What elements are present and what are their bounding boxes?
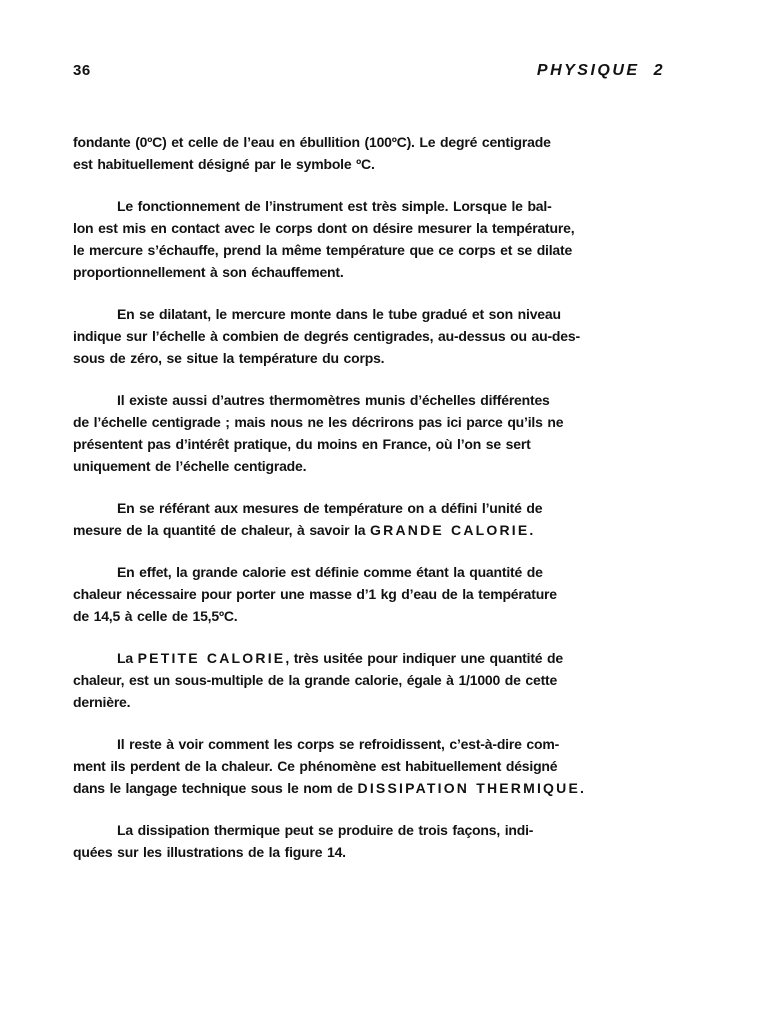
text-line: uniquement de l’échelle centigrade. <box>73 458 307 474</box>
text-line: le mercure s’échauffe, prend la même température que ce corps et se dilate <box>73 242 573 258</box>
text-line: proportionnellement à son échauffement. <box>73 264 344 280</box>
text-line: La dissipation thermique peut se produire de trois façons, indi- <box>117 822 534 838</box>
text-line: chaleur nécessaire pour porter une masse d’1 kg d’eau de la température <box>73 586 557 602</box>
emphasized-term: PETITE CALORIE <box>137 650 286 666</box>
running-title-text: PHYSIQUE <box>536 62 640 79</box>
paragraph <box>73 195 648 283</box>
paragraph <box>73 497 648 541</box>
text-line: En effet, la grande calorie est définie comme étant la quantité de <box>117 564 543 580</box>
running-title <box>537 62 665 80</box>
text-line: La PETITE CALORIE, très usitée pour indiquer une quantité de <box>117 650 563 666</box>
text-line: dernière. <box>73 694 131 710</box>
text-line: de l’échelle centigrade ; mais nous ne les décrirons pas ici parce qu’ils ne <box>73 414 564 430</box>
text-line: indique sur l’échelle à combien de degrés centigrades, au-dessus ou au-des- <box>73 328 580 344</box>
text-line: En se dilatant, le mercure monte dans le tube gradué et son niveau <box>117 306 561 322</box>
page-number: 36 <box>73 62 91 79</box>
page-header <box>73 62 665 80</box>
emphasized-term: GRANDE CALORIE <box>370 522 530 538</box>
text-line: ment ils perdent de la chaleur. Ce phénomène est habituellement désigné <box>73 758 558 774</box>
text-line: Il reste à voir comment les corps se refroidissent, c’est-à-dire com- <box>117 736 560 752</box>
text-line: de 14,5 à celle de 15,5ºC. <box>73 608 238 624</box>
page-body <box>73 131 648 863</box>
paragraph <box>73 819 648 863</box>
paragraph <box>73 733 648 799</box>
text-line: quées sur les illustrations de la figure 14. <box>73 844 346 860</box>
text-line: dans le langage technique sous le nom de DISSIPATION THERMIQUE. <box>73 780 584 796</box>
paragraph <box>73 647 648 713</box>
text-line: lon est mis en contact avec le corps dont on désire mesurer la température, <box>73 220 575 236</box>
text-line: chaleur, est un sous-multiple de la grande calorie, égale à 1/1000 de cette <box>73 672 558 688</box>
paragraph <box>73 561 648 627</box>
text-line: Il existe aussi d’autres thermomètres munis d’échelles différentes <box>117 392 550 408</box>
emphasized-term: DISSIPATION THERMIQUE <box>357 780 580 796</box>
text-line: mesure de la quantité de chaleur, à savoir la GRANDE CALORIE. <box>73 522 534 538</box>
text-line: En se référant aux mesures de température on a défini l’unité de <box>117 500 543 516</box>
text-line: fondante (0ºC) et celle de l’eau en ébullition (100ºC). Le degré centigrade <box>73 134 551 150</box>
paragraph <box>73 131 648 175</box>
text-line: sous de zéro, se situe la température du corps. <box>73 350 385 366</box>
paragraph <box>73 303 648 369</box>
running-title-part: 2 <box>653 62 665 79</box>
text-line: présentent pas d’intérêt pratique, du moins en France, où l’on se sert <box>73 436 531 452</box>
text-line: est habituellement désigné par le symbole ºC. <box>73 156 375 172</box>
text-line: Le fonctionnement de l’instrument est très simple. Lorsque le bal- <box>117 198 552 214</box>
paragraph <box>73 389 648 477</box>
